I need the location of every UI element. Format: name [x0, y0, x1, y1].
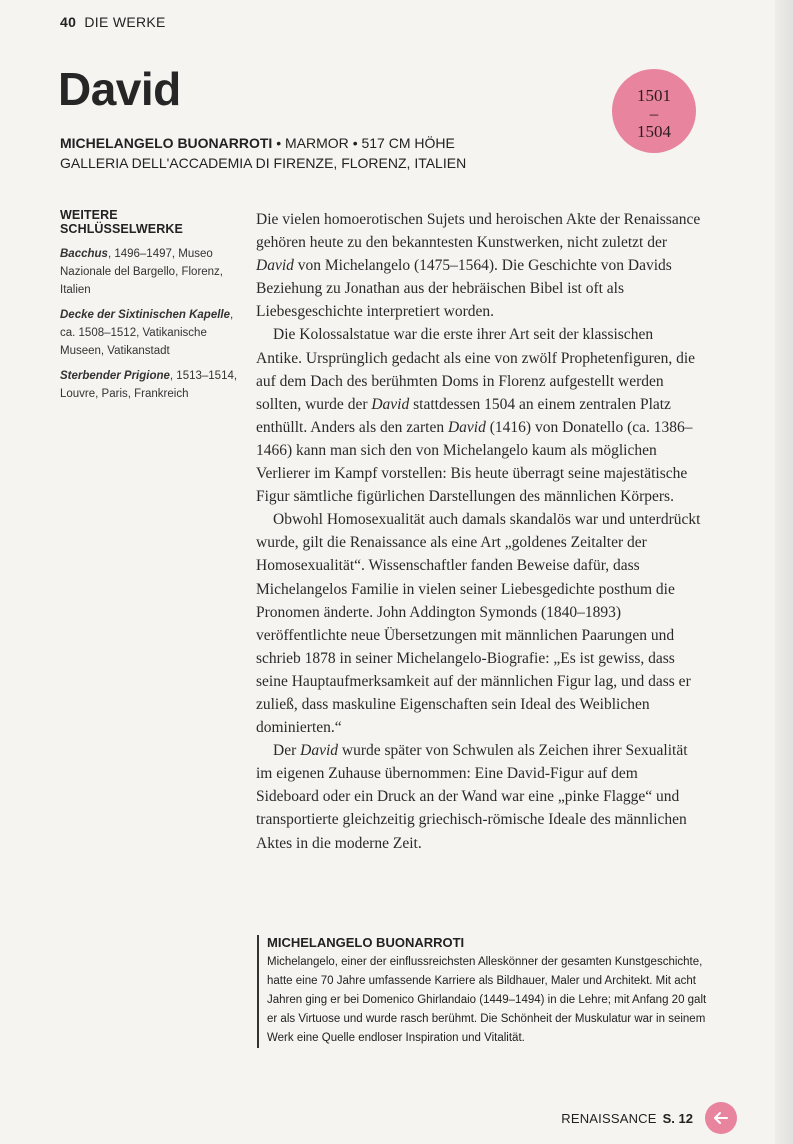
text-run: (1416) von Donatello (ca. 1386–1466) kann man sich den von Michelangelo kaum als möglichen Verlierer im Kampf vorstellen: Bis heute überragt seine majestätische Figur sämtliche figürlichen Darstellungen des männlichen Körpers. [256, 418, 693, 506]
key-work-name: Bacchus [60, 248, 108, 260]
section-label: DIE WERKE [84, 14, 166, 30]
text-run-italic: David [256, 257, 294, 275]
key-work-name: Decke der Sixtinischen Kapelle [60, 309, 231, 321]
crossref-page: S. 12 [662, 1110, 693, 1126]
text-run-italic: David [447, 418, 486, 436]
body-paragraph [256, 323, 702, 508]
key-work-item [60, 306, 240, 360]
text-run: Der [273, 742, 301, 760]
text-run: stattdessen 1504 an einem zentralen Platz enthüllt. Anders als den zarten [256, 395, 671, 436]
meta-height: 517 CM HÖHE [361, 135, 455, 151]
meta-artist: MICHELANGELO BUONARROTI [60, 135, 273, 151]
arrow-left-icon[interactable] [705, 1102, 737, 1134]
sidebar-title: WEITERE SCHLÜSSELWERKE [60, 208, 183, 236]
body-paragraph: Obwohl Homosexualität auch damals skandalös war und unterdrückt wurde, gilt die Renaissance als eine Art „goldenes Zeitalter der Homosexualität“. Wissenschaftler fanden Beweise dafür, dass Michelangelos Familie in vielen seiner Liebesgedichte posthum die Pronomen änderte. John Addington Symonds (1840–1893) veröffentlichte neue Übersetzungen mit männlichen Paarungen und schrieb 1878 in seiner Michelangelo-Biografie: „Es ist gewiss, dass seine Hauptaufmerksamkeit auf der männlichen Figur lag, und dass er zuließ, dass maskuline Eigenschaften sein Ideal des Weiblichen dominierten.“ [256, 511, 701, 737]
text-run-italic: David [371, 395, 410, 413]
body-paragraph [256, 208, 702, 323]
body-paragraph [256, 739, 702, 854]
key-work-detail: , 1496–1497, Museo Nazionale del Bargello, Florenz, Italien [60, 248, 224, 296]
key-work-item [60, 367, 240, 403]
meta-material: MARMOR [285, 135, 349, 151]
cross-reference[interactable] [561, 1101, 737, 1135]
page-gutter-shadow [775, 0, 793, 1144]
key-work-name: Sterbender Prigione [60, 370, 170, 382]
date-dash: – [649, 104, 659, 123]
key-work-detail: , ca. 1508–1512, Vatikanische Museen, Vatikanstadt [60, 309, 234, 357]
bio-title: MICHELANGELO BUONARROTI [267, 935, 465, 950]
date-end: 1504 [637, 122, 671, 141]
text-run-italic: David [300, 742, 339, 760]
text-run: von Michelangelo (1475–1564). Die Geschichte von Davids Beziehung zu Jonathan aus der hebräischen Bibel ist oft als Liebesgeschichte interpretiert worden. [256, 257, 672, 321]
text-run: Die Kolossalstatue war die erste ihrer Art seit der klassischen Antike. Ursprünglich gedacht als eine von zwölf Prophetenfiguren, die auf dem Dach des berühmten Doms in Florenz aufgestellt werden sollten, wurde der [256, 326, 696, 413]
article-body [256, 208, 702, 855]
artwork-meta [60, 133, 466, 173]
page-title: David [58, 63, 181, 115]
crossref-label: RENAISSANCE [561, 1110, 657, 1126]
key-work-item [60, 245, 240, 299]
bio-text: Michelangelo, einer der einflussreichsten Alleskönner der gesamten Kunstgeschichte, hatte eine 70 Jahre umfassende Karriere als Bildhauer, Maler und Architekt. Mit acht Jahren ging er bei Domenico Ghirlandaio (1449–1494) in die Lehre; mit Anfang 20 galt er als Virtuose und wurde rasch berühmt. Die Schönheit der Muskulatur war in seinem Werk eine Quelle endloser Inspiration und Vitalität. [267, 956, 707, 1044]
date-start: 1501 [637, 86, 671, 105]
key-works-sidebar [60, 208, 240, 410]
running-header [60, 14, 166, 30]
artist-bio-box [257, 935, 717, 1048]
meta-location: GALLERIA DELL'ACCADEMIA DI FIRENZE, FLORENZ, ITALIEN [60, 155, 467, 171]
key-work-detail: , 1513–1514, Louvre, Paris, Frankreich [60, 370, 238, 400]
text-run: wurde später von Schwulen als Zeichen ihrer Sexualität im eigenen Zuhause übernommen: Eine David-Figur auf dem Sideboard oder ein Druck an der Wand war eine „pinke Flagge“ und transportierte gleichzeitig griechisch-römische Ideale des männlichen Aktes in die moderne Zeit. [256, 742, 688, 852]
meta-separator: • [352, 135, 358, 151]
meta-separator: • [276, 135, 282, 151]
page-number: 40 [60, 14, 77, 30]
text-run: Die vielen homoerotischen Sujets und heroischen Akte der Renaissance gehören heute zu den bekanntesten Kunstwerken, nicht zuletzt der [256, 211, 701, 252]
date-badge [612, 69, 696, 153]
